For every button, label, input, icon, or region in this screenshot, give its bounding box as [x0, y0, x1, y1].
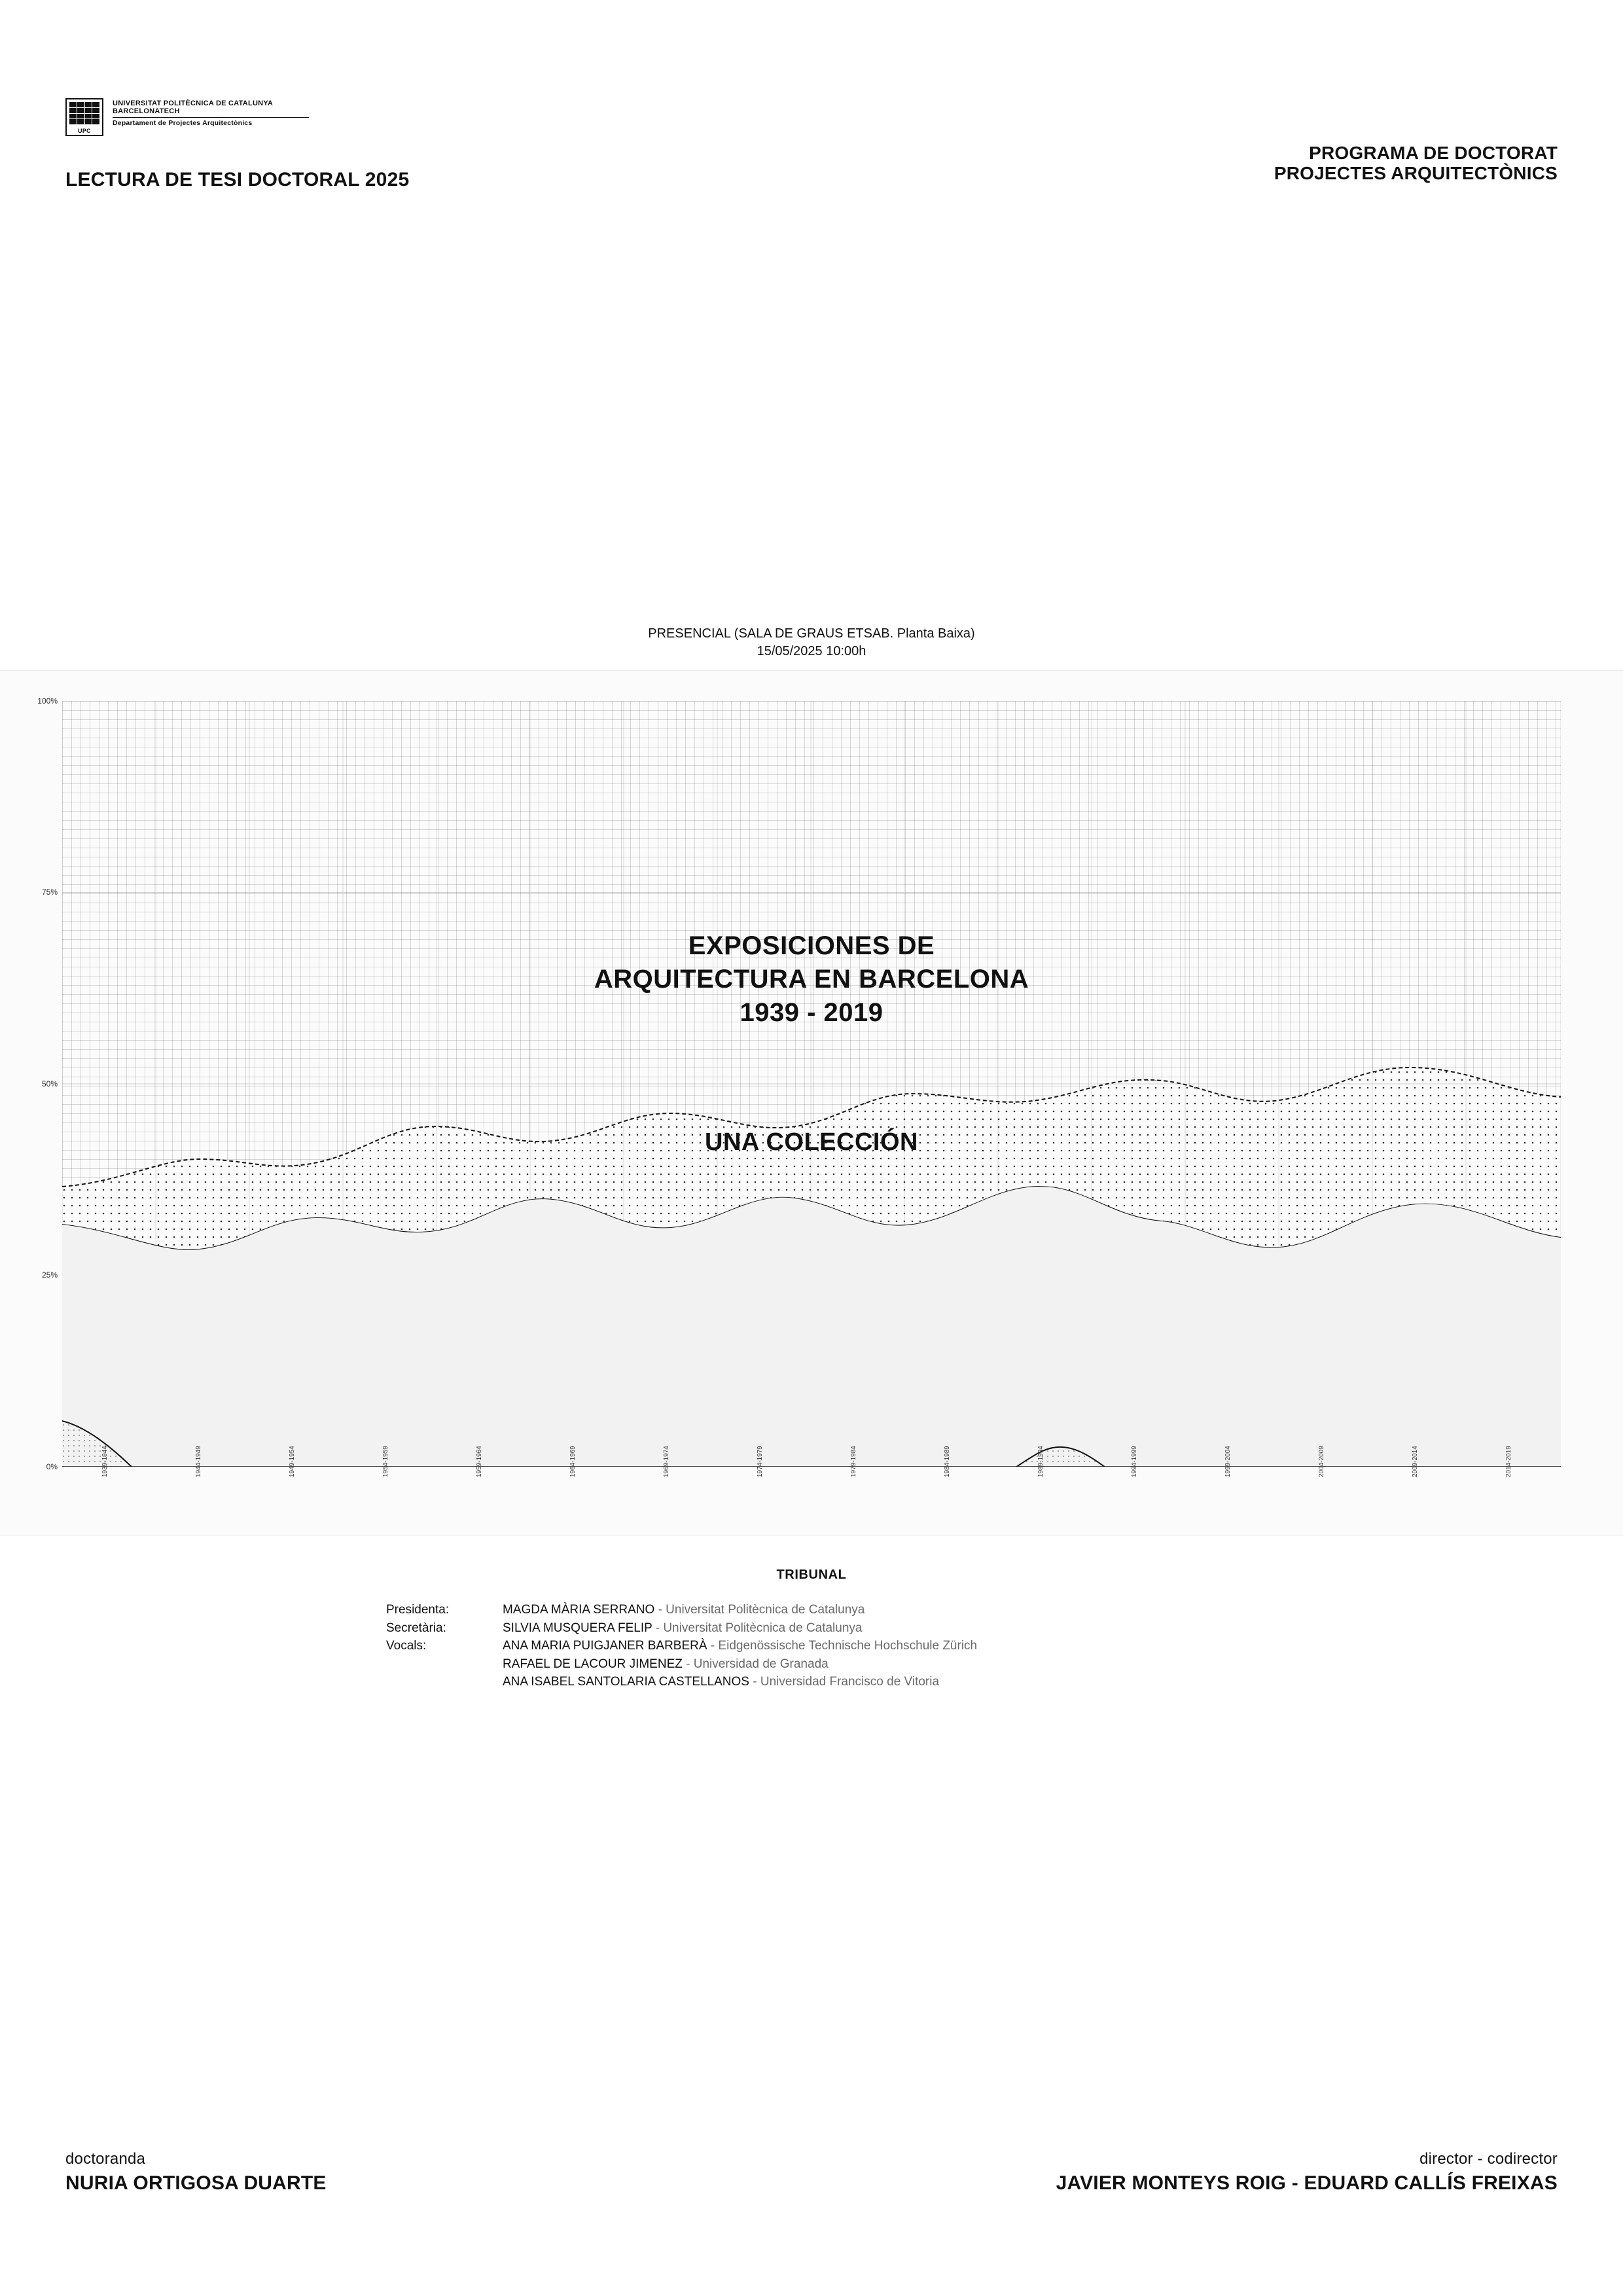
- x-tick-label: 1984-1989: [944, 1446, 951, 1477]
- tribunal-person-name: RAFAEL DE LACOUR JIMENEZ: [503, 1657, 683, 1671]
- x-tick-label: 1969-1974: [663, 1446, 670, 1477]
- program-line-1: PROGRAMA DE DOCTORAT: [1309, 143, 1558, 163]
- x-tick-label: 1939-1944: [101, 1446, 109, 1477]
- x-tick-label: 1979-1984: [850, 1446, 857, 1477]
- page-footer: [65, 2150, 1558, 2195]
- y-tick-label: 50%: [41, 1079, 58, 1088]
- upc-logo-dot-grid: [69, 102, 99, 124]
- x-tick-label: 2004-2009: [1318, 1446, 1325, 1477]
- stacked-area-chart: [62, 701, 1561, 1467]
- tribunal-person: [503, 1673, 1237, 1691]
- tribunal-person-name: MAGDA MÀRIA SERRANO: [503, 1603, 655, 1617]
- department-name: Departament de Projectes Arquitectònics: [113, 118, 253, 127]
- page-title: LECTURA DE TESI DOCTORAL 2025: [65, 169, 410, 190]
- program-line-2: PROJECTES ARQUITECTÒNICS: [1274, 163, 1558, 184]
- tribunal-person: [503, 1637, 1237, 1655]
- x-tick-label: 1959-1964: [476, 1446, 483, 1477]
- tribunal-people: [503, 1619, 1237, 1638]
- x-tick-label: 1949-1954: [289, 1446, 296, 1477]
- x-tick-label: 2009-2014: [1412, 1446, 1419, 1477]
- footer-doctoranda-label: doctoranda: [65, 2150, 146, 2168]
- tribunal-person: [503, 1601, 1237, 1619]
- tribunal-role: Secretària:: [386, 1621, 446, 1635]
- upc-logo-acronym: UPC: [78, 128, 91, 134]
- y-tick-label: 100%: [37, 696, 58, 706]
- y-tick-label: 25%: [41, 1270, 58, 1280]
- x-tick-label: 1989-1994: [1037, 1446, 1044, 1477]
- chart-panel: [0, 670, 1623, 1535]
- venue-datetime: 15/05/2025 10:00h: [757, 644, 866, 658]
- footer-director-label: director - codirector: [1419, 2150, 1558, 2168]
- venue-location: PRESENCIAL (SALA DE GRAUS ETSAB. Planta Baixa): [648, 626, 975, 641]
- x-tick-label: 2014-2019: [1505, 1446, 1512, 1477]
- tribunal-person-name: SILVIA MUSQUERA FELIP: [503, 1621, 652, 1635]
- tribunal-role: Vocals:: [386, 1639, 427, 1653]
- footer-doctoranda-name: NURIA ORTIGOSA DUARTE: [65, 2172, 327, 2194]
- logo-divider: [113, 117, 309, 118]
- tribunal-person-name: ANA MARIA PUIGJANER BARBERÀ: [503, 1639, 707, 1653]
- tribunal-person-affiliation: - Universidad de Granada: [686, 1657, 829, 1671]
- tribunal-heading: TRIBUNAL: [776, 1568, 847, 1582]
- y-tick-label: 0%: [46, 1462, 58, 1471]
- tribunal-person: [503, 1655, 1237, 1674]
- poster-title-line-2: ARQUITECTURA EN BARCELONA: [594, 965, 1029, 994]
- poster-title-line-1: EXPOSICIONES DE: [688, 931, 935, 960]
- chart-x-axis: [62, 1446, 1561, 1530]
- poster-subtitle: UNA COLECCIÓN: [705, 1128, 918, 1156]
- tribunal-people: [503, 1637, 1237, 1691]
- tribunal-people: [503, 1601, 1237, 1619]
- tribunal-list: [386, 1601, 1237, 1691]
- footer-director-names: JAVIER MONTEYS ROIG - EDUARD CALLÍS FREIXAS: [1056, 2172, 1558, 2194]
- x-tick-label: 1974-1979: [757, 1446, 764, 1477]
- tribunal-person-affiliation: - Eidgenössische Technische Hochschule Zürich: [710, 1639, 978, 1653]
- page-header: [0, 0, 1623, 216]
- tribunal-row: [386, 1637, 1237, 1691]
- x-tick-label: 1964-1969: [569, 1446, 577, 1477]
- chart-plot-area: [62, 701, 1561, 1467]
- tribunal-row: [386, 1601, 1237, 1619]
- upc-logo-text: [113, 98, 309, 127]
- y-tick-label: 75%: [41, 888, 58, 897]
- footer-left: [65, 2150, 327, 2195]
- x-tick-label: 1954-1959: [382, 1446, 389, 1477]
- upc-logo-mark-icon: [65, 98, 103, 136]
- x-tick-label: 1999-2004: [1224, 1446, 1232, 1477]
- tribunal-person-name: ANA ISABEL SANTOLARIA CASTELLANOS: [503, 1675, 749, 1689]
- venue-info: [0, 625, 1623, 660]
- university-name: UNIVERSITAT POLITÈCNICA DE CATALUNYA: [113, 99, 274, 107]
- tribunal-person-affiliation: - Universitat Politècnica de Catalunya: [655, 1621, 863, 1635]
- tribunal-person: [503, 1619, 1237, 1638]
- university-brand: BARCELONATECH: [113, 107, 180, 116]
- tribunal-person-affiliation: - Universitat Politècnica de Catalunya: [658, 1603, 865, 1617]
- tribunal-section: [0, 1568, 1623, 1691]
- x-tick-label: 1994-1999: [1131, 1446, 1138, 1477]
- program-block: [1274, 143, 1558, 184]
- tribunal-row: [386, 1619, 1237, 1638]
- upc-logo: [65, 98, 309, 136]
- poster-title-line-3: 1939 - 2019: [740, 998, 883, 1028]
- x-tick-label: 1944-1949: [195, 1446, 202, 1477]
- tribunal-role: Presidenta:: [386, 1603, 450, 1617]
- tribunal-person-affiliation: - Universidad Francisco de Vitoria: [753, 1675, 940, 1689]
- footer-right: [1056, 2150, 1558, 2195]
